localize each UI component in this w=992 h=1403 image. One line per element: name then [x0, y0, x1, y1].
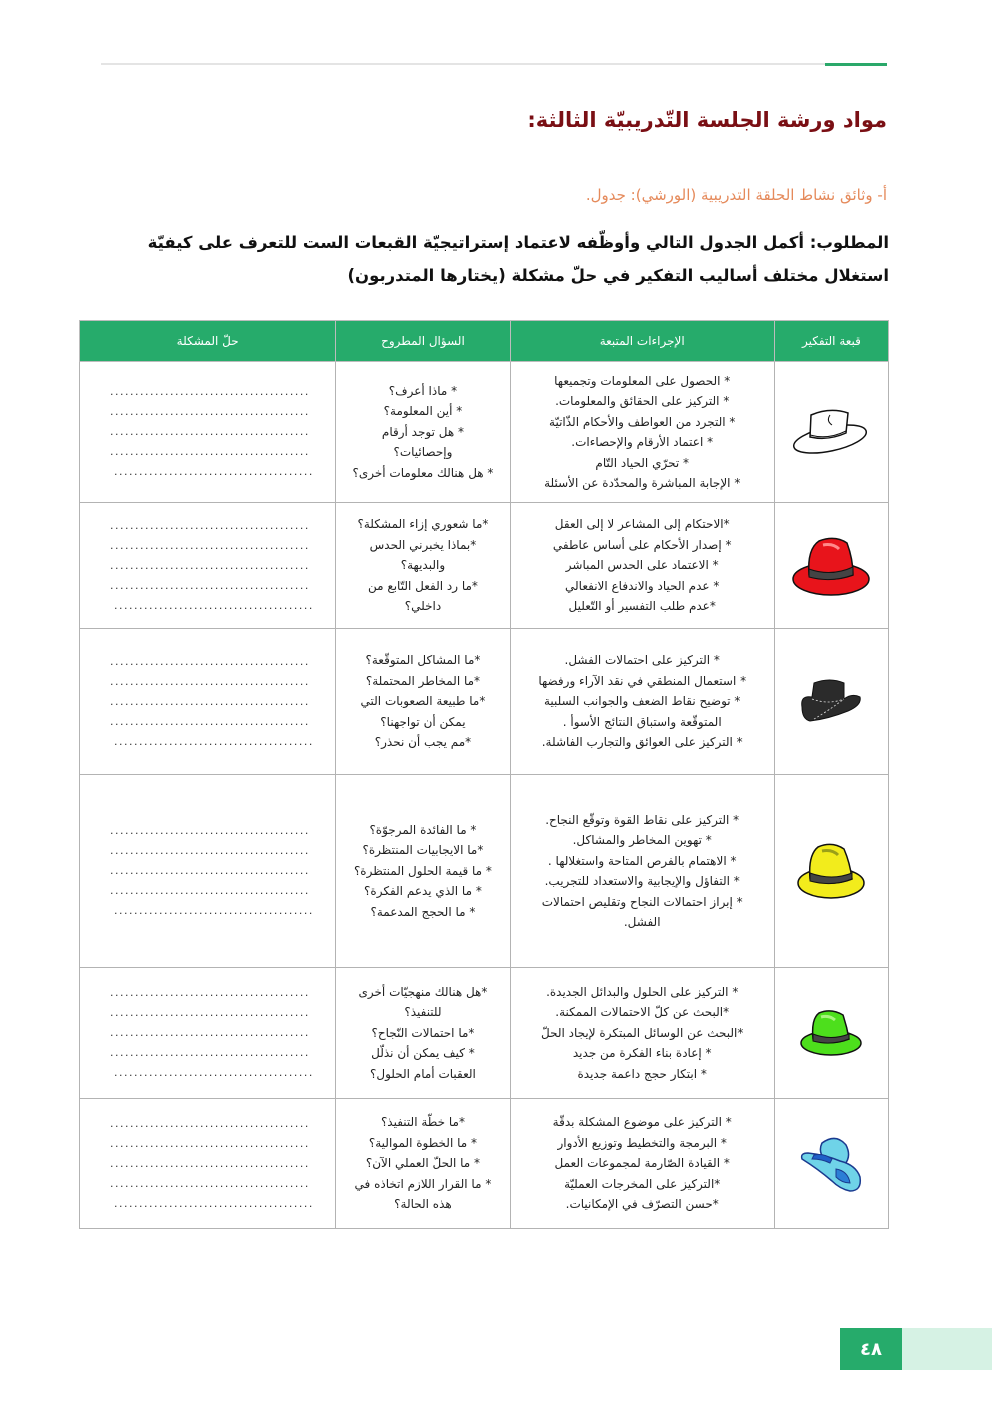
top-divider-accent [825, 63, 887, 66]
blue-hat-icon [796, 1129, 866, 1199]
header-hat: قبعة التفكير [774, 321, 888, 362]
answer-line[interactable]: ........................................ [114, 904, 314, 917]
question-cell: * ماذا أعرف؟ * أين المعلومة؟ * هل توجد أرقام وإحصائيات؟ * هل هنالك معلومات أخرى؟ [336, 362, 510, 503]
hat-cell [774, 503, 888, 629]
solution-cell[interactable] [80, 503, 336, 629]
procedures-cell: * الحصول على المعلومات وتجميعها * التركيز على الحقائق والمعلومات. * التجرد من العواطف والأحكام الذّاتيّة * اعتماد الأرقام والإحصاءات. * تحرّي الحياد التّام * الإجابة المباشرة والمحدّدة عن الأسئلة [510, 362, 774, 503]
answer-line[interactable]: ........................................ [110, 654, 310, 668]
table-row [80, 503, 889, 629]
answer-line[interactable]: ........................................ [110, 1046, 310, 1059]
question-cell: *هل هنالك منهجيّات أخرى للتنفيذ؟ *ما احتمالات النّجاح؟ * كيف يمكن أن نذلّل العقبات أمام الحلول؟ [336, 968, 510, 1099]
header-procedures: الإجراءات المتبعة [510, 321, 774, 362]
answer-line[interactable]: ........................................ [110, 558, 310, 572]
answer-line[interactable]: ........................................ [110, 884, 310, 897]
answer-line[interactable]: ........................................ [114, 1066, 314, 1079]
header-question: السؤال المطروح [336, 321, 510, 362]
answer-line[interactable]: ........................................ [114, 734, 314, 748]
yellow-hat-icon [796, 841, 866, 901]
answer-line[interactable]: ........................................ [110, 1176, 310, 1190]
answer-line[interactable]: ........................................ [110, 538, 310, 552]
solution-cell[interactable] [80, 1099, 336, 1229]
solution-cell[interactable] [80, 968, 336, 1099]
procedures-cell: * التركيز على احتمالات الفشل. * استعمال المنطقي في نقد الآراء ورفضها * توضيح نقاط الضعف والجوانب السلبية المتوقّعة واستباق النتائج الأسوأ . * التركيز على العوائق والتجارب الفاشلة. [510, 629, 774, 775]
top-divider [101, 63, 887, 65]
table-header-row [80, 321, 889, 362]
answer-line[interactable]: ........................................ [114, 1196, 314, 1210]
page-title: مواد ورشة الجلسة التّدريبيّة الثالثة: [527, 108, 887, 132]
green-hat-icon [799, 1009, 863, 1057]
answer-line[interactable]: ........................................ [114, 465, 314, 478]
procedures-cell: *الاحتكام إلى المشاعر لا إلى العقل * إصدار الأحكام على أساس عاطفي * الاعتماد على الحدس المباشر * عدم الحياد والاندفاع الانفعالي *عدم طلب التفسير أو التّعليل [510, 503, 774, 629]
question-cell: * ما الفائدة المرجوّة؟ *ما الايجابيات المنتظرة؟ * ما قيمة الحلول المنتظرة؟ * ما الذي يدعم الفكرة؟ * ما الحجج المدعمة؟ [336, 775, 510, 968]
answer-line[interactable]: ........................................ [110, 1156, 310, 1170]
question-cell: *ما المشاكل المتوقّعة؟ *ما المخاطر المحتملة؟ *ما طبيعة الصعوبات التي يمكن أن تواجهنا؟ *مم يجب أن نحذر؟ [336, 629, 510, 775]
page-number-tab [902, 1328, 992, 1370]
answer-line[interactable]: ........................................ [110, 694, 310, 708]
answer-line[interactable]: ........................................ [110, 425, 310, 438]
answer-line[interactable]: ........................................ [110, 405, 310, 418]
header-solution: حلّ المشكلة [80, 321, 336, 362]
procedures-cell: * التركيز على الحلول والبدائل الجديدة. *البحث عن كلّ الاحتمالات الممكنة. *البحث عن الوسائل المبتكرة لإيجاد الحلّ * إعادة بناء الفكرة من جديد * ابتكار حجج داعمة جديدة [510, 968, 774, 1099]
answer-line[interactable]: ........................................ [110, 824, 310, 837]
white-hat-icon [790, 403, 872, 461]
answer-line[interactable]: ........................................ [110, 1116, 310, 1130]
section-subtitle: أ- وثائق نشاط الحلقة التدريبية (الورشي): جدول. [585, 186, 887, 204]
answer-line[interactable]: ........................................ [110, 385, 310, 398]
answer-line[interactable]: ........................................ [110, 518, 310, 532]
hat-cell [774, 362, 888, 503]
question-cell: *ما خطّة التنفيذ؟ * ما الخطوة الموالية؟ * ما الحلّ العملي الآن؟ * ما القرار اللازم اتخاذه في هذه الحالة؟ [336, 1099, 510, 1229]
instructions-text: المطلوب: أكمل الجدول التالي وأوظّفه لاعتماد إستراتيجيّة القبعات الست للتعرف على كيفيّة استغلال مختلف أساليب التفكير في حلّ مشكلة (يختارها المتدربون) [147, 233, 889, 285]
table-row [80, 629, 889, 775]
answer-line[interactable]: ........................................ [110, 844, 310, 857]
answer-line[interactable]: ........................................ [110, 578, 310, 592]
answer-line[interactable]: ........................................ [110, 1026, 310, 1039]
table-row [80, 968, 889, 1099]
hat-cell [774, 968, 888, 1099]
solution-cell[interactable] [80, 775, 336, 968]
black-hat-icon [798, 677, 864, 727]
hat-cell [774, 775, 888, 968]
six-hats-table [79, 320, 889, 1229]
solution-cell[interactable] [80, 362, 336, 503]
answer-line[interactable]: ........................................ [110, 445, 310, 458]
table-row [80, 1099, 889, 1229]
answer-line[interactable]: ........................................ [110, 864, 310, 877]
answer-line[interactable]: ........................................ [110, 1136, 310, 1150]
hat-cell [774, 1099, 888, 1229]
answer-line[interactable]: ........................................ [110, 986, 310, 999]
hat-cell [774, 629, 888, 775]
answer-line[interactable]: ........................................ [110, 714, 310, 728]
table-row [80, 362, 889, 503]
answer-line[interactable]: ........................................ [114, 598, 314, 612]
solution-cell[interactable] [80, 629, 336, 775]
question-cell: *ما شعوري إزاء المشكلة؟ *بماذا يخبرني الحدس والبديهة؟ *ما رد الفعل التّابع من داخلي؟ [336, 503, 510, 629]
answer-line[interactable]: ........................................ [110, 1006, 310, 1019]
procedures-cell: * التركيز على نقاط القوة وتوقّع النجاح. * تهوين المخاطر والمشاكل. * الاهتمام بالفرص المتاحة واستغلالها . * التفاؤل والإيجابية والاستعداد للتجريب. * إبراز احتمالات النجاح وتقليص احتمالات الفشل. [510, 775, 774, 968]
page-number: ٤٨ [840, 1328, 902, 1370]
red-hat-icon [789, 533, 873, 599]
answer-line[interactable]: ........................................ [110, 674, 310, 688]
table-row [80, 775, 889, 968]
procedures-cell: * التركيز على موضوع المشكلة بدقّة * البرمجة والتخطيط وتوزيع الأدوار * القيادة الصّارمة لمجموعات العمل *التركيز على المخرجات العمليّة *حسن التصرّف في الإمكانيات. [510, 1099, 774, 1229]
